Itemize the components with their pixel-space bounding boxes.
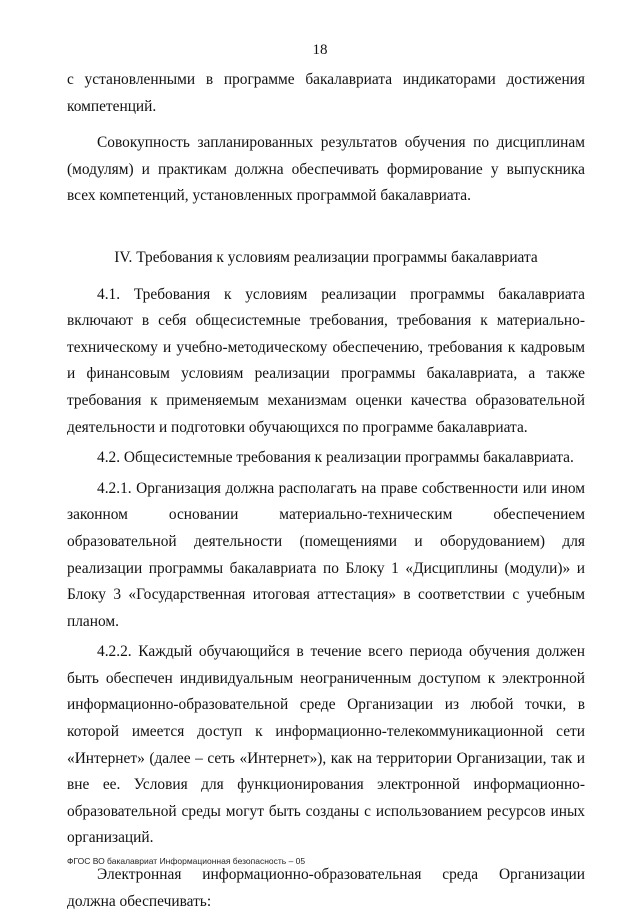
document-footer: ФГОС ВО бакалавриат Информационная безопасность – 05	[67, 856, 306, 866]
paragraph-4-2-2: 4.2.2. Каждый обучающийся в течение всего периода обучения должен быть обеспечен индивидуальным неограниченным доступом к электронной информационно-образовательной среде Организации из любой точки, в которой имеется доступ к информационно-телекоммуникационной сети «Интернет» (далее – сеть «Интернет»), как на территории Организации, так и вне ее. Условия для функционирования электронной информационно-образовательной среды могут быть созданы с использованием ресурсов иных организаций.	[67, 643, 585, 847]
document-body	[67, 67, 585, 915]
paragraph-learning-outcomes: Совокупность запланированных результатов обучения по дисциплинам (модулям) и практикам должна обеспечивать формирование у выпускника всех компетенций, установленных программой бакалавриата.	[67, 134, 585, 205]
paragraph-4-1: 4.1. Требования к условиям реализации программы бакалавриата включают в себя общесистемные требования, требования к материально-техническому и учебно-методическому обеспечению, требования к кадровым и финансовым условиям реализации программы бакалавриата, а также требования к применяемым механизмам оценки качества образовательной деятельности и подготовки обучающихся по программе бакалавриата.	[67, 285, 585, 436]
paragraph-eios: Электронная информационно-образовательная среда Организации должна обеспечивать:	[67, 866, 585, 910]
paragraph-4-2-1: 4.2.1. Организация должна располагать на праве собственности или ином законном основании материально-техническим обеспечением образовательной деятельности (помещениями и оборудованием) для реализации программы бакалавриата по Блоку 1 «Дисциплины (модули)» и Блоку 3 «Государственная итоговая аттестация» в соответствии с учебным планом.	[67, 479, 585, 630]
section-heading: IV. Требования к условиям реализации программы бакалавриата	[114, 248, 538, 266]
paragraph-4-2: 4.2. Общесистемные требования к реализации программы бакалавриата.	[97, 449, 574, 467]
paragraph-competencies: с установленными в программе бакалавриата индикаторами достижения компетенций.	[67, 71, 585, 115]
page-number: 18	[312, 42, 328, 58]
